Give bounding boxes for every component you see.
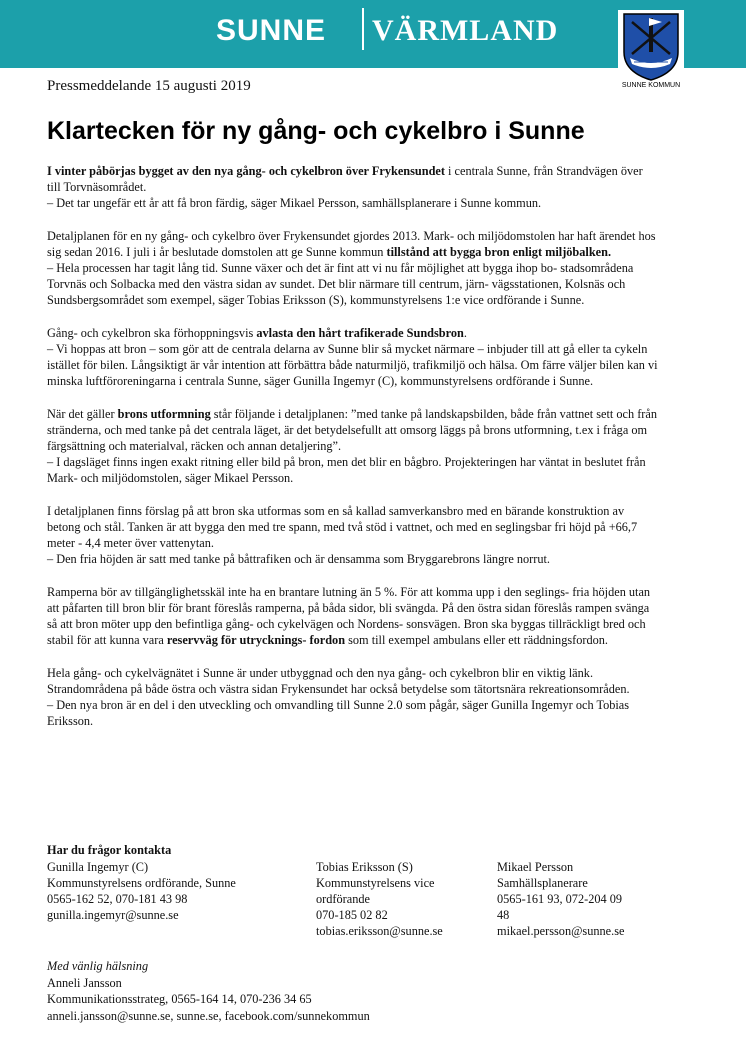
contact-name: Tobias Eriksson (S)	[316, 860, 413, 874]
paragraph-3-text: Gång- och cykelbron ska förhoppningsvis	[47, 326, 257, 340]
closing-greeting: Med vänlig hälsning	[47, 959, 149, 973]
paragraph-2	[47, 228, 659, 308]
paragraph-3-text-end: .	[463, 326, 467, 340]
closing-title-phone: Kommunikationsstrateg, 0565-164 14, 070-236 34 65	[47, 992, 312, 1006]
page-title: Klartecken för ny gång- och cykelbro i Sunne	[47, 117, 585, 145]
paragraph-1-quote: – Det tar ungefär ett år att få bron färdig, säger Mikael Persson, samhällsplanerare i Sunne kommun.	[47, 196, 542, 210]
paragraph-5-quote: – Den fria höjden är satt med tanke på båttrafiken och är densamma som Bryggarebrons längre norrut.	[47, 552, 550, 566]
paragraph-5	[47, 503, 659, 567]
contact-phone: 0565-161 93, 072-204 09 48	[497, 892, 623, 922]
closing-signature	[47, 958, 370, 1024]
contact-role: Kommunstyrelsens vice ordförande	[316, 876, 435, 906]
paragraph-1-text: i centrala Sunne, från Strandvägen över till Torvnäsområdet.	[47, 164, 643, 194]
contact-phone: 0565-162 52, 070-181 43 98	[47, 892, 188, 906]
paragraph-5-text: I detaljplanen finns förslag på att bron ska utformas som en så kallad samverkansbro med en bärande konstruktion av betong och stål. Tanken är att bygga den med tre spann, med två stöd i vattnet, och med en seglingsbar fri höjd på +66,7 meter - 4,4 meter över vattenytan.	[47, 504, 638, 550]
contact-card	[497, 859, 697, 939]
contacts-heading: Har du frågor kontakta	[47, 843, 172, 857]
brand-divider	[362, 8, 364, 50]
paragraph-1-lead: I vinter påbörjas bygget av den nya gång- och cykelbron över Frykensundet	[47, 164, 445, 178]
paragraph-2-bold: tillstånd att bygga bron enligt miljöbalken.	[386, 245, 612, 259]
paragraph-1	[47, 163, 659, 211]
paragraph-6-text: Ramperna bör av tillgänglighetsskäl inte ha en brantare lutning än 5 %. För att komma upp i den seglings- fria höjden utan att påfarten till bron blir för brant föreslås ramperna, på båda sidor, bli svängda. På den östra sidan föreslås rampen svänga så att bron möter upp den befintliga gång- och cykelvägen och Nordens- sonsvägen. Bron ska byggas tillräckligt bred och stabil för att kunna vara	[47, 585, 651, 647]
paragraph-4-bold: brons utformning	[117, 407, 211, 421]
brand-sunne: SUNNE	[216, 14, 327, 47]
contact-role: Samhällsplanerare	[497, 876, 588, 890]
crest-caption: SUNNE KOMMUN	[621, 82, 681, 89]
contact-phone: 070-185 02 82	[316, 908, 388, 922]
paragraph-4-text-end: står följande i detaljplanen: ”med tanke på landskapsbilden, både från vattnet sett och från stränderna, och med tanke på det centrala läget, är det betydelsefullt att omsorg läggs på brons utformning, t.ex i fråga om färgsättning och materialval, räcken och annan detaljering”.	[47, 407, 657, 453]
paragraph-6-text-end: som till exempel ambulans eller ett räddningsfordon.	[345, 633, 609, 647]
paragraph-4	[47, 406, 659, 486]
contact-role: Kommunstyrelsens ordförande, Sunne	[47, 876, 236, 890]
paragraph-3-bold: avlasta den hårt trafikerade Sundsbron	[256, 326, 464, 340]
paragraph-7-quote: – Den nya bron är en del i den utveckling och omvandling till Sunne 2.0 som pågår, säger Gunilla Ingemyr och Tobias Eriksson.	[47, 698, 630, 728]
brand-varmland: VÄRMLAND	[372, 14, 559, 47]
contact-email[interactable]: mikael.persson@sunne.se	[497, 924, 625, 938]
paragraph-4-quote: – I dagsläget finns ingen exakt ritning eller bild på bron, men det blir en bågbro. Projekteringen har väntat in beslutet från Mark- och miljödomstolen, säger Mikael Persson.	[47, 455, 646, 485]
contact-card	[47, 859, 267, 923]
press-release-date: Pressmeddelande 15 augusti 2019	[47, 78, 251, 94]
paragraph-3-quote: – Vi hoppas att bron – som gör att de centrala delarna av Sunne blir så mycket närmare – inbjuder till att gå eller ta cykeln istället för bilen. Långsiktigt är vår intention att förbättra både naturmiljö, trafikmiljö och hälsa. Om färre väljer bilen kan vi minska luftföroreningarna i centrala Sunne, säger Gunilla Ingemyr (C), kommunstyrelsens ordförande i Sunne.	[47, 342, 658, 388]
paragraph-4-text: När det gäller	[47, 407, 118, 421]
paragraph-7	[47, 665, 659, 729]
closing-links[interactable]: anneli.jansson@sunne.se, sunne.se, facebook.com/sunnekommun	[47, 1008, 370, 1023]
crest-shield-icon	[618, 10, 684, 82]
contact-email[interactable]: gunilla.ingemyr@sunne.se	[47, 908, 179, 922]
paragraph-6-bold: reservväg för utrycknings- fordon	[166, 633, 346, 647]
contact-name: Mikael Persson	[497, 860, 574, 874]
contact-card	[316, 859, 466, 939]
article-body	[47, 163, 659, 746]
closing-name: Anneli Jansson	[47, 975, 122, 990]
paragraph-2-quote: – Hela processen har tagit lång tid. Sunne växer och det är fint att vi nu får möjlighet att bygga ihop bo- stadsområdena Torvnäs och Solbacka med den västra sidan av sundet. Det blir närmare till centrum, järn- vägsstationen, Kolsnäs och Sundsbergsområdet som exempel, säger Tobias Eriksson (S), kommunstyrelsens 1:e vice ordförande i Sunne.	[47, 261, 634, 307]
paragraph-6	[47, 584, 659, 648]
contact-name: Gunilla Ingemyr (C)	[47, 860, 149, 874]
paragraph-2-text: Detaljplanen för en ny gång- och cykelbro över Frykensundet gjordes 2013. Mark- och miljödomstolen har haft ärendet hos sig sedan 2016. I juli i år beslutade domstolen att ge Sunne kommun	[47, 229, 656, 259]
contact-email[interactable]: tobias.eriksson@sunne.se	[316, 924, 443, 938]
paragraph-3	[47, 325, 659, 389]
paragraph-7-text: Hela gång- och cykelvägnätet i Sunne är under utbyggnad och den nya gång- och cykelbron blir en viktig länk. Strandområdena på både östra och västra sidan Frykensundet har också betydelse som tätortsnära rekreationsområden.	[47, 666, 630, 696]
